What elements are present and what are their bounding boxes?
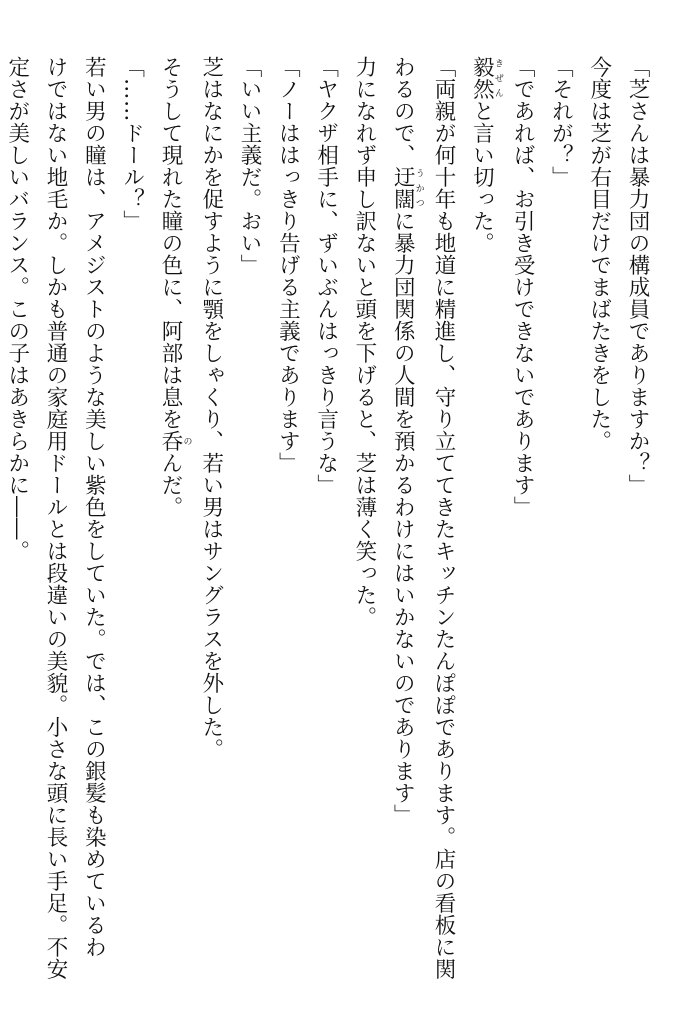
text-line: 「いい主義だ。おい」 — [237, 56, 263, 276]
ruby-reading: きぜん — [492, 56, 503, 100]
text-line: 定さが美しいバランス。この子はあきらかに――。 — [4, 56, 30, 562]
text-line: 「両親が何十年も地道に精進し、守り立ててきたキッチンたんぽぽであります。店の看板に関 — [431, 56, 457, 980]
text-line: 「それが？」 — [548, 56, 574, 188]
text-line: けではない地毛か。しかも普通の家庭用ドールとは段違いの美貌。小さな頭に長い手足。不安 — [43, 56, 69, 980]
ruby-reading: うかつ — [413, 166, 424, 210]
text-line: 力になれず申し訳ないと頭を下げると、芝は薄く笑った。 — [351, 56, 377, 628]
ruby-word: 迂闊うかつ — [390, 166, 424, 210]
text-line: 「ノーははっきり告げる主義であります」 — [275, 56, 301, 474]
ruby-reading: の — [181, 430, 192, 452]
text-line: 今度は芝が右目だけでまばたきをした。 — [586, 56, 612, 452]
text-line: わるので、迂闊うかつに暴力団関係の人間を預かるわけにはいかないのであります」 — [390, 56, 424, 826]
vertical-text-column-block — [0, 56, 656, 980]
ruby-word: 毅然きぜん — [469, 56, 503, 100]
text-line: 「……ドール？」 — [119, 56, 145, 232]
text-line: 若い男の瞳は、アメジストのような美しい紫色をしていた。では、この銀髪も染めているわ — [81, 56, 107, 958]
text-line: 「であれば、お引き受けできないであります」 — [510, 56, 536, 518]
text-line: 毅然きぜんと言い切った。 — [469, 56, 503, 254]
ruby-word: 呑の — [157, 430, 192, 452]
text-line: そうして現れた瞳の色に、阿部は息を呑のんだ。 — [157, 56, 192, 518]
text-line: 芝はなにかを促すように顎をしゃくり、若い男はサングラスを外した。 — [198, 56, 224, 760]
text-line: 「芝さんは暴力団の構成員でありますか？」 — [625, 56, 650, 496]
text-line: 「ヤクザ相手に、ずいぶんはっきり言うな」 — [313, 56, 339, 496]
